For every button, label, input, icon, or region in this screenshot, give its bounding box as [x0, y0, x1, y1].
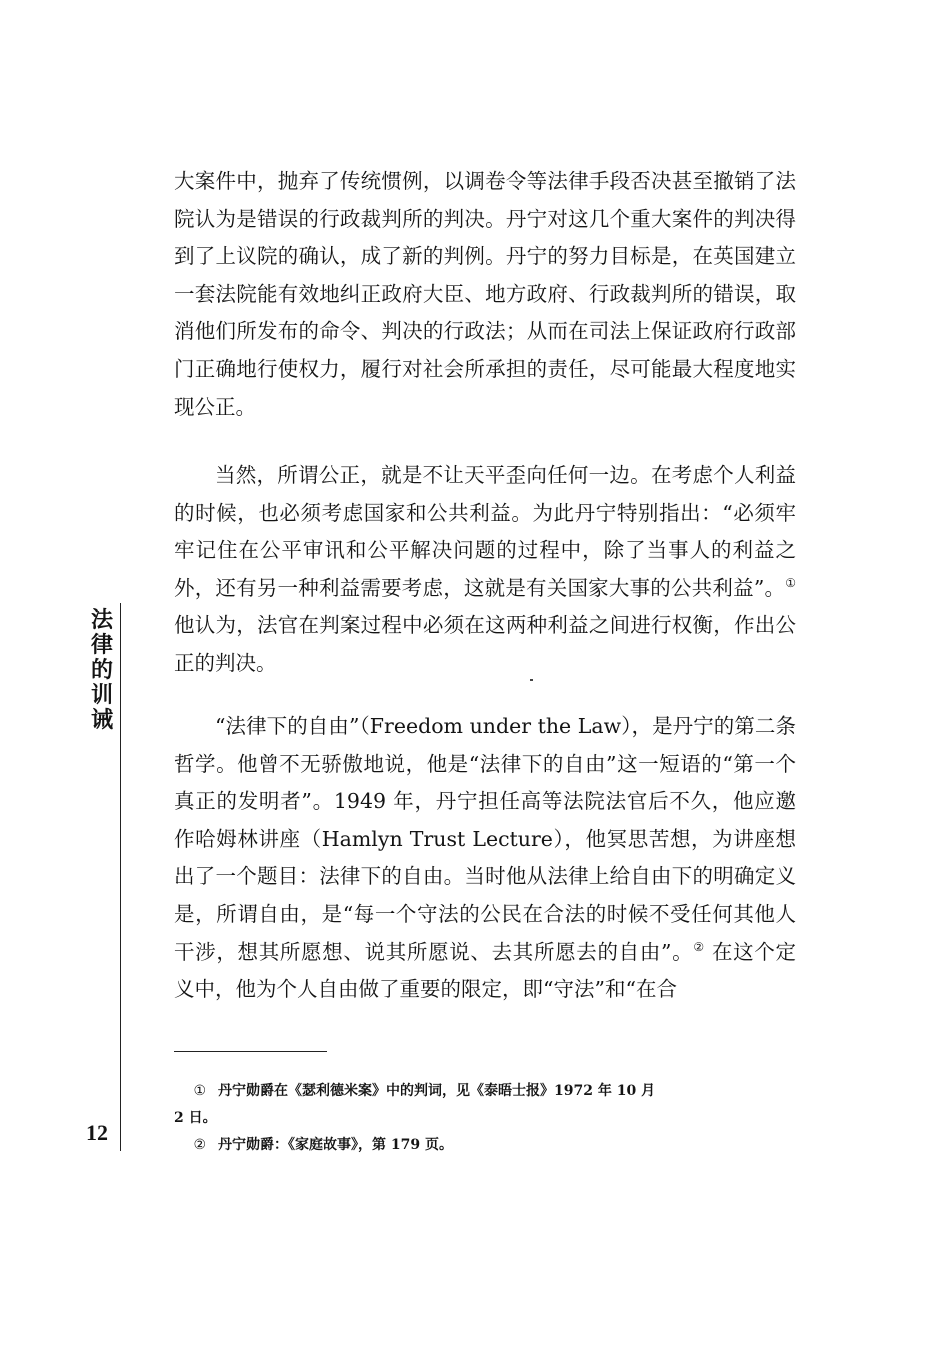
print-speck	[530, 679, 533, 681]
paragraph-3-text-a: “法律下的自由”（Freedom under the Law），是丹宁的第二条哲学。他曾不无骄傲地说，他是“法律下的自由”这一短语的“第一个真正的发明者”。1949 年，丹宁担任高等法院法官后不久，他应邀作哈姆林讲座（Hamlyn Trust Lecture），他冥思苦想，为讲座想出了一个题目：法律下的自由。当时他从法律上给自由下的明确定义是，所谓自由，是“每一个守法的公民在合法的时候不受任何其他人干涉，想其所愿想、说其所愿说、去其所愿去的自由”。	[174, 714, 796, 964]
footnote-1-continued: 2 日。	[174, 1110, 217, 1126]
paragraph-1	[174, 163, 796, 426]
footnote-divider	[174, 1051, 327, 1052]
footnote-ref-1[interactable]: ①	[785, 575, 796, 590]
running-title-char: 训	[90, 683, 113, 708]
paragraph-2-text-b: 他认为，法官在判案过程中必须在这两种利益之间进行权衡，作出公正的判决。	[174, 613, 796, 675]
paragraph-3	[174, 708, 796, 1009]
footnote-ref-2[interactable]: ②	[693, 939, 705, 954]
running-title	[88, 608, 116, 733]
paragraph-1-text: 大案件中，抛弃了传统惯例，以调卷令等法律手段否决甚至撤销了法院认为是错误的行政裁判所的判决。丹宁对这几个重大案件的判决得到了上议院的确认，成了新的判例。丹宁的努力目标是，在英国建立一套法院能有效地纠正政府大臣、地方政府、行政裁判所的错误，取消他们所发布的命令、判决的行政法；从而在司法上保证政府行政部门正确地行使权力，履行对社会所承担的责任，尽可能最大程度地实现公正。	[174, 169, 796, 419]
footnote-1	[174, 1078, 796, 1105]
footnotes	[174, 1078, 796, 1159]
running-title-char: 律	[90, 633, 113, 658]
page-number: 12	[86, 1120, 108, 1145]
footnote-mark: ②	[193, 1137, 206, 1153]
paragraph-2	[174, 457, 796, 683]
footnote-2	[174, 1132, 796, 1159]
footnote-text: 丹宁勋爵：《家庭故事》，第 179 页。	[218, 1137, 453, 1153]
footnote-mark: ①	[193, 1083, 206, 1099]
running-title-char: 法	[90, 608, 113, 633]
paragraph-2-text-a: 当然，所谓公正，就是不让天平歪向任何一边。在考虑个人利益的时候，也必须考虑国家和公共利益。为此丹宁特别指出：“必须牢牢记住在公平审讯和公平解决问题的过程中，除了当事人的利益之外，还有另一种利益需要考虑，这就是有关国家大事的公共利益”。	[174, 463, 796, 600]
margin-rule	[120, 603, 121, 1151]
footnote-text: 丹宁勋爵在《瑟利德米案》中的判词，见《泰晤士报》1972 年 10 月	[218, 1083, 656, 1099]
running-title-char: 诫	[90, 708, 113, 733]
paragraph-3-text-b: 在这个定义中，他为个人自由做了重要的限定，即“守法”和“在合	[174, 939, 796, 1002]
running-title-char: 的	[90, 658, 113, 683]
